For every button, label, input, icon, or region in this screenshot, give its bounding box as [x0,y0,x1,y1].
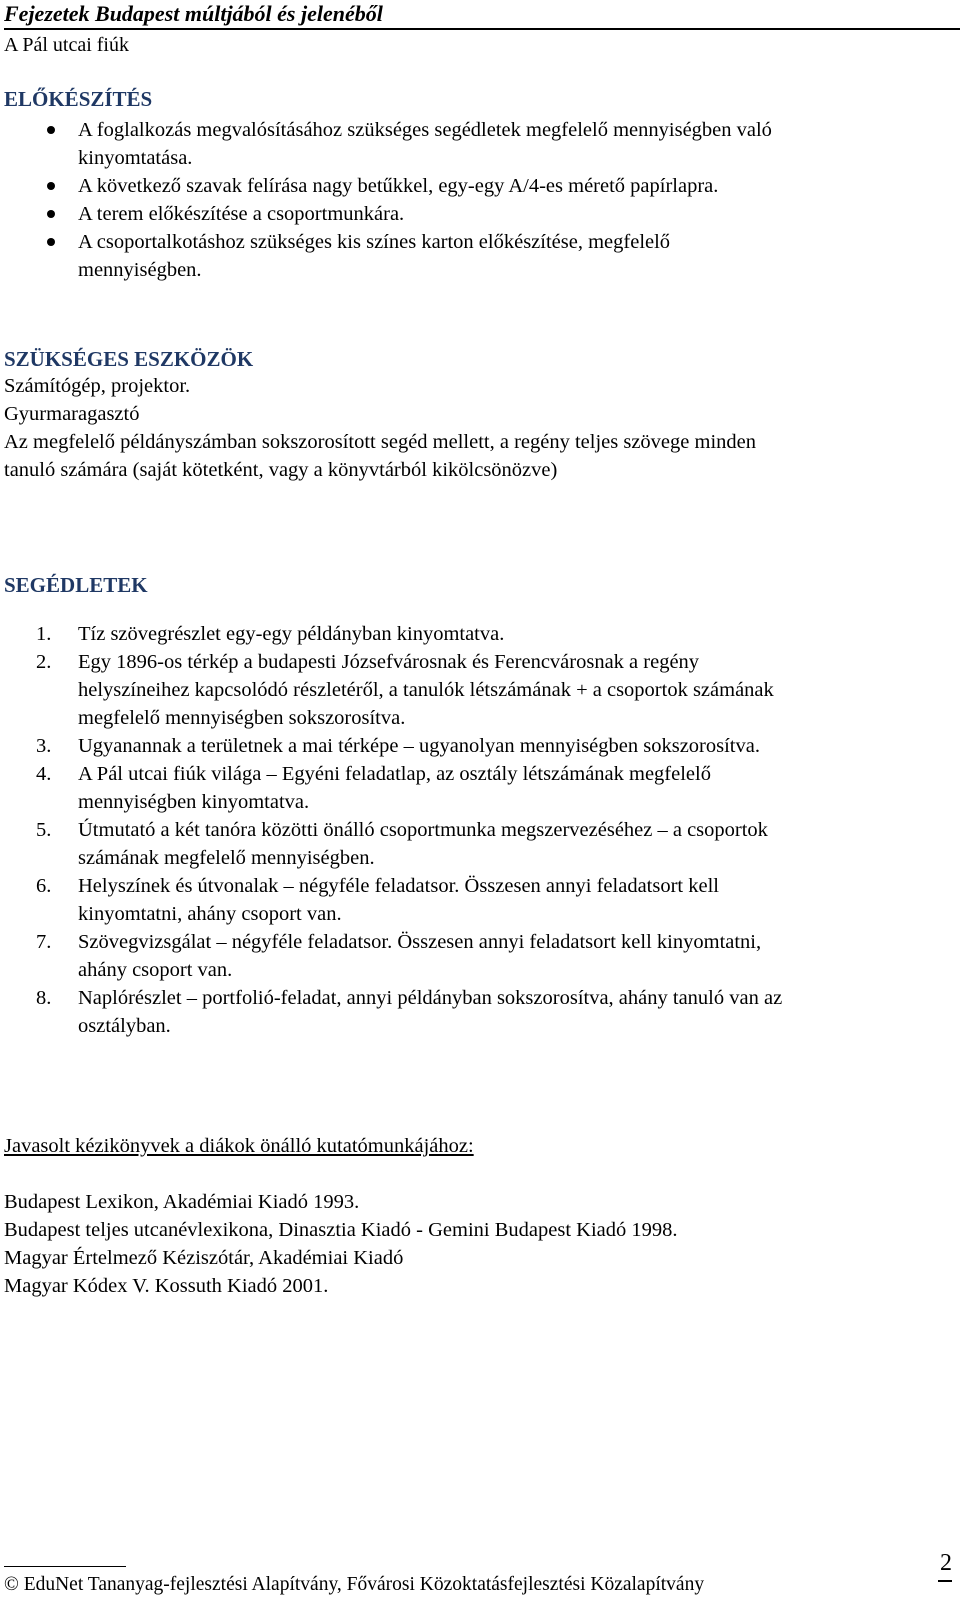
bullet-icon [47,126,55,134]
tools-line: tanuló számára (saját kötetként, vagy a könyvtárból kikölcsönözve) [4,459,558,481]
reference-item: Budapest Lexikon, Akadémiai Kiadó 1993. [4,1191,360,1213]
reference-item: Magyar Kódex V. Kossuth Kiadó 2001. [4,1275,329,1297]
tools-line: Az megfelelő példányszámban sokszorosított segéd mellett, a regény teljes szövege minden [4,431,756,453]
references-heading: Javasolt kézikönyvek a diákok önálló kutatómunkájához: [4,1135,474,1157]
bullet-icon [47,210,55,218]
list-item: 4. A Pál utcai fiúk világa – Egyéni feladatlap, az osztály létszámának megfelelő mennyiségben kinyomtatva. [36,763,711,813]
footer-divider [4,1566,126,1567]
list-item: A terem előkészítése a csoportmunkára. [4,200,944,228]
document-subtitle: A Pál utcai fiúk [4,34,129,56]
header-divider [4,28,960,30]
document-title: Fejezetek Budapest múltjából és jelenéből [4,1,383,26]
list-item: A csoportalkotáshoz szükséges kis színes karton előkészítése, megfelelő mennyiségben. [4,228,944,284]
list-item: 6. Helyszínek és útvonalak – négyféle feladatsor. Összesen annyi feladatsort kell kinyomtatni, ahány csoport van. [36,875,719,925]
page-number-underline [938,1580,952,1582]
list-item: A foglalkozás megvalósításához szükséges segédletek megfelelő mennyiségben való kinyomtatása. [4,116,944,172]
list-item: 1. Tíz szövegrészlet egy-egy példányban kinyomtatva. [36,623,505,645]
list-item: 3. Ugyanannak a területnek a mai térképe – ugyanolyan mennyiségben sokszorosítva. [36,735,760,757]
preparation-list [4,116,944,284]
tools-line: Gyurmaragasztó [4,403,140,425]
tools-section [4,346,944,484]
list-item: 7. Szövegvizsgálat – négyféle feladatsor. Összesen annyi feladatsort kell kinyomtatni, ahány csoport van. [36,931,762,981]
preparation-heading: ELŐKÉSZÍTÉS [4,87,153,111]
tools-heading: SZÜKSÉGES ESZKÖZÖK [4,347,254,371]
bullet-icon [47,182,55,190]
references-section [4,1132,944,1300]
page-number: 2 [940,1550,952,1576]
list-item: 2. Egy 1896-os térkép a budapesti Józsefvárosnak és Ferencvárosnak a regény helyszíneihez kapcsolódó részletéről, a tanulók létszámának + a csoportok számának megfelelő mennyiségben sokszorosítva. [36,651,774,729]
tools-line: Számítógép, projektor. [4,375,191,397]
aids-heading: SEGÉDLETEK [4,573,148,597]
page-header [4,0,956,56]
footer-copyright: © EduNet Tananyag-fejlesztési Alapítvány, Fővárosi Közoktatásfejlesztési Közalapítvány [4,1574,705,1595]
list-item: A következő szavak felírása nagy betűkkel, egy-egy A/4-es mérető papírlapra. [4,172,944,200]
list-item: 8. Naplórészlet – portfolió-feladat, annyi példányban sokszorosítva, ahány tanuló van az osztályban. [36,987,783,1037]
aids-section [4,572,944,1040]
list-item: 5. Útmutató a két tanóra közötti önálló csoportmunka megszervezéséhez – a csoportok számának megfelelő mennyiségben. [36,819,768,869]
bullet-icon [47,238,55,246]
reference-item: Magyar Értelmező Kéziszótár, Akadémiai Kiadó [4,1247,404,1269]
reference-item: Budapest teljes utcanévlexikona, Dinasztia Kiadó - Gemini Budapest Kiadó 1998. [4,1219,678,1241]
aids-list [4,620,944,1040]
preparation-section [4,86,944,284]
